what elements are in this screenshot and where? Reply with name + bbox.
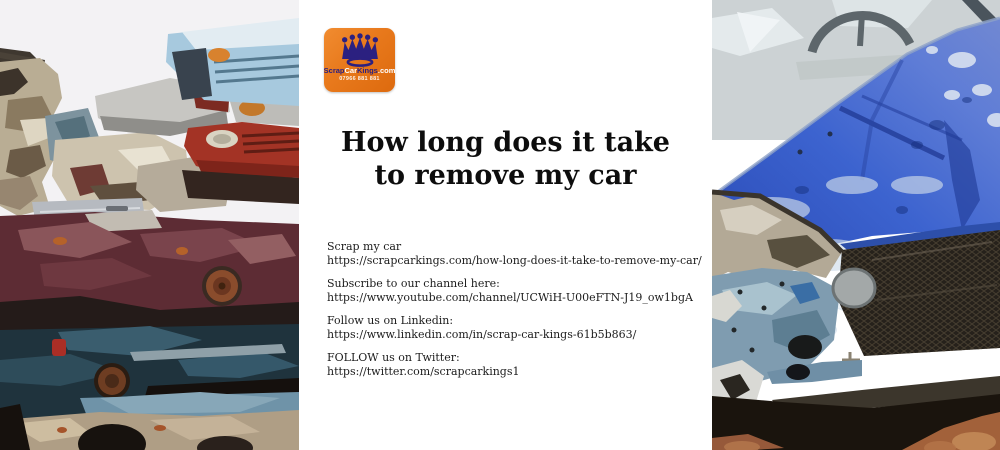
link-url-scrap: https://scrapcarkings.com/how-long-does-it-take-to-remove-my-car/ (327, 254, 702, 267)
link-group-twitter (327, 351, 697, 379)
brand-phone: 07966 881 881 (339, 76, 380, 82)
brand-part-kings: Kings (357, 66, 378, 75)
link-url-linkedin: https://www.linkedin.com/in/scrap-car-kings-61b5b863/ (327, 328, 637, 341)
link-url-twitter: https://twitter.com/scrapcarkings1 (327, 365, 520, 378)
scrapyard-photo (0, 0, 299, 450)
link-label-youtube: Subscribe to our channel here: (327, 277, 500, 290)
link-label-twitter: FOLLOW us on Twitter: (327, 351, 460, 364)
brand-part-car: Car (344, 66, 358, 75)
link-label-scrap: Scrap my car (327, 240, 402, 253)
center-panel (299, 0, 712, 450)
link-group-linkedin (327, 314, 697, 342)
title-line-2: to remove my car (374, 160, 637, 191)
crown-icon (337, 33, 383, 67)
link-group-scrap (327, 240, 702, 268)
crashed-car-illustration (712, 0, 1000, 450)
scrapyard-illustration (0, 0, 299, 450)
link-url-youtube: https://www.youtube.com/channel/UCWiH-U00eFTN-J19_ow1bgA (327, 291, 693, 304)
links-block (327, 240, 702, 388)
brand-logo (324, 28, 395, 92)
brand-part-tld: .com (377, 66, 395, 75)
crashed-car-photo (712, 0, 1000, 450)
link-label-linkedin: Follow us on Linkedin: (327, 314, 454, 327)
brand-name (324, 67, 395, 75)
brand-part-scrap: Scrap (324, 66, 345, 75)
page-title (299, 126, 712, 192)
title-line-1: How long does it take (341, 127, 670, 158)
link-group-youtube (327, 277, 697, 305)
